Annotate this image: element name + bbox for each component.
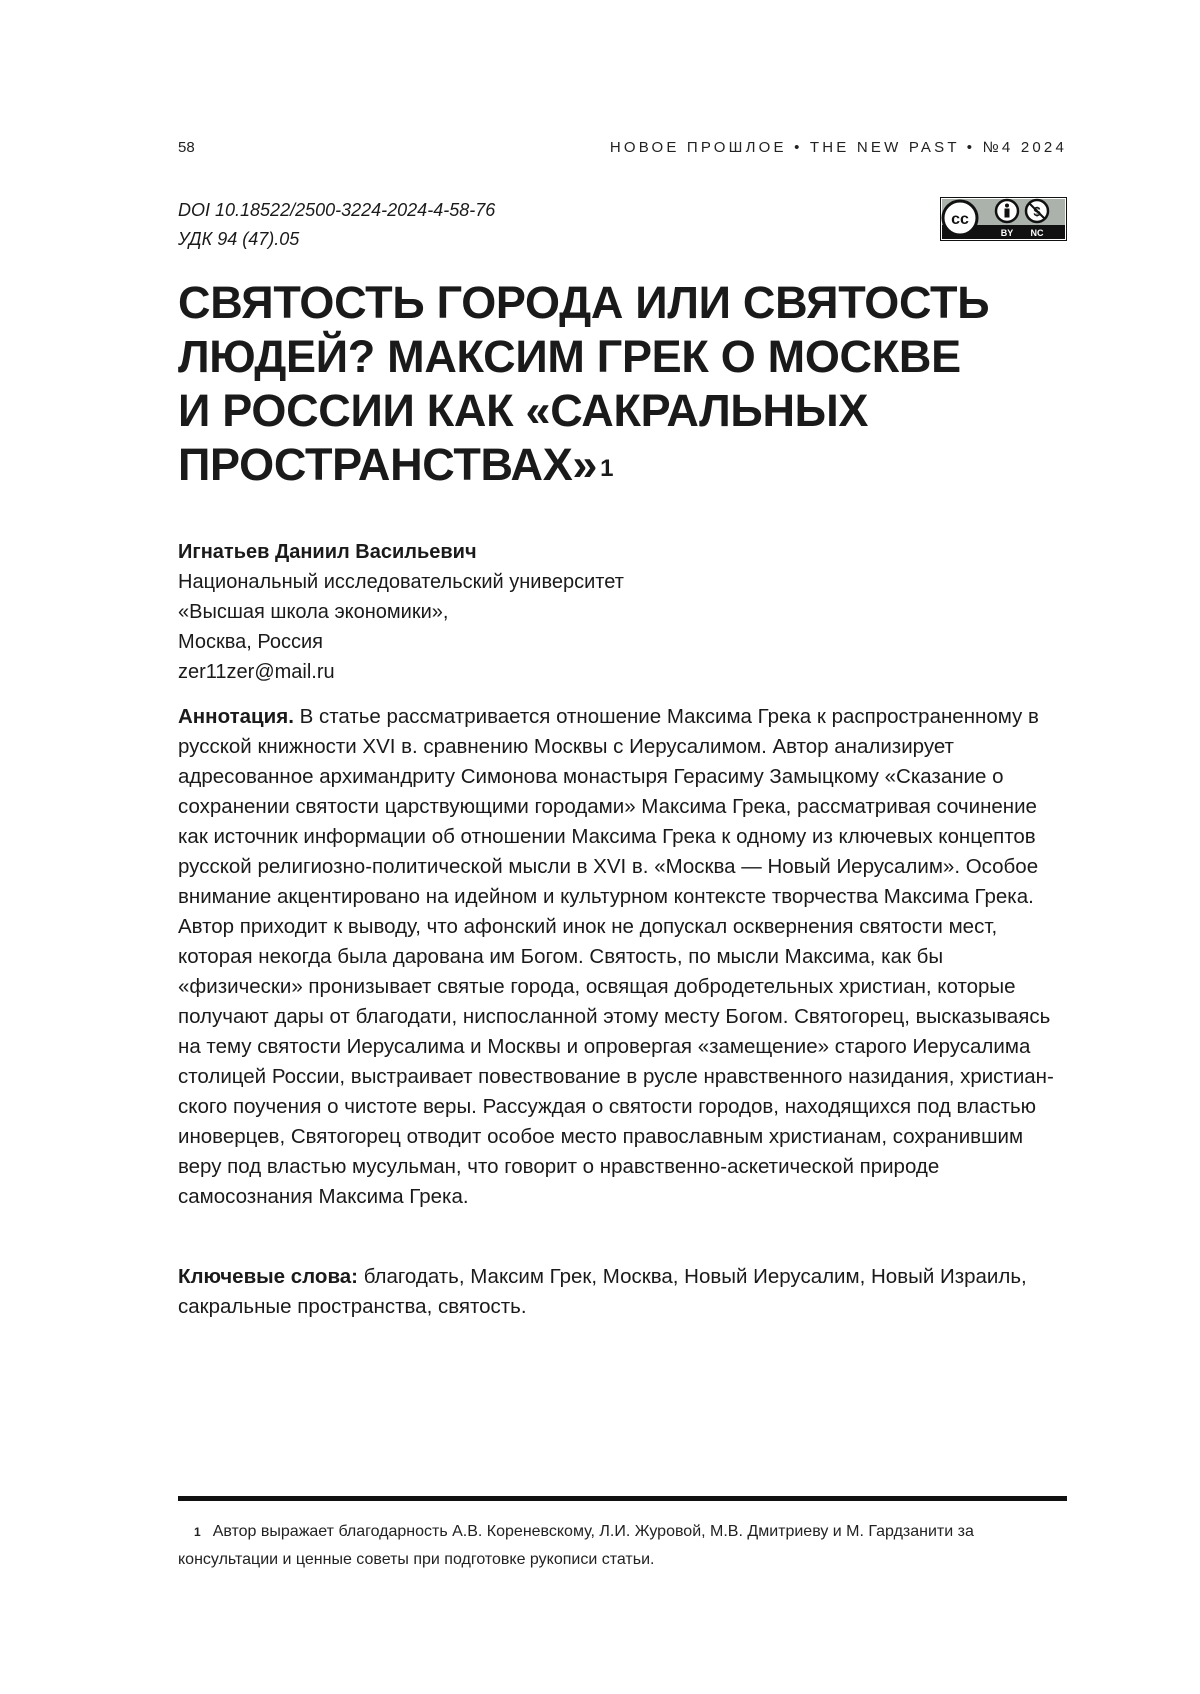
- footnote-divider: [178, 1496, 1067, 1501]
- abstract: [178, 702, 1068, 1212]
- title-line: ЛЮДЕЙ? МАКСИМ ГРЕК О МОСКВЕ: [178, 331, 961, 382]
- article-title: [178, 276, 1038, 492]
- svg-text:cc: cc: [951, 211, 969, 228]
- doi: DOI 10.18522/2500-3224-2024-4-58-76: [178, 196, 495, 225]
- article-meta: [178, 196, 495, 254]
- running-head: НОВОЕ ПРОШЛОЕ • THE NEW PAST • №4 2024: [610, 139, 1067, 156]
- footnote-mark: 1: [194, 1525, 201, 1539]
- keywords-text: благодать, Максим Грек, Москва, Новый Иерусалим, Новый Из­раиль, сакральные пространства, святость.: [178, 1265, 1027, 1318]
- title-footnote-ref[interactable]: 1: [600, 455, 613, 482]
- page-number: 58: [178, 139, 195, 156]
- abstract-text: В статье рассматривается отношение Максима Грека к распростра­ненному в русской книжности XVI в. сравнению Москвы с Иерусалимом. Автор анализирует адресованное архимандриту Симонова монастыря Герасиму Замыц­кому «Сказание о сохранении святости царствующими городами» Максима Грека, рассматривая сочинение как источник информации об отношении Максима Грека к одному из ключевых концептов русской религиозно-политической мысли в XVI в. «Москва — Новый Иерусалим». Особое внимание акцентировано на идейном и куль­турном контексте творчества Максима Грека. Автор приходит к выводу, что афон­ский инок не допускал осквернения святости мест, которая некогда была дарована им Богом. Святость, по мысли Максима, как бы «физически» пронизывает святые города, освящая добродетельных христиан, которые получают дары от благодати, ниспосланной этому месту Богом. Святогорец, высказываясь на тему святости Иерусалима и Москвы и опровергая «замещение» старого Иерусалима столицей России, выстраивает повествование в русле нравственного назидания, христиан­ского поучения о чистоте веры. Рассуждая о святости городов, находящихся под властью иноверцев, Святогорец отводит особое место православным христианам, сохранившим веру под властью мусульман, что говорит о нравственно-аскетиче­ской природе самосознания Максима Грека.: [178, 705, 1054, 1208]
- footnote-text: Автор выражает благодарность А.В. Кореневскому, Л.И. Журовой, М.В. Дмитриеву и М. Гардзанити за консультации и ценные советы при подготовке рукописи статьи.: [178, 1523, 974, 1568]
- author-city: Москва, Россия: [178, 627, 978, 657]
- abstract-label: Аннотация.: [178, 705, 294, 728]
- author-block: [178, 537, 978, 687]
- author-name: Игнатьев Даниил Васильевич: [178, 537, 978, 567]
- title-line: И РОССИИ КАК «САКРАЛЬНЫХ: [178, 385, 868, 436]
- footnote: [178, 1518, 1068, 1574]
- author-email[interactable]: zer11zer@mail.ru: [178, 657, 978, 687]
- cc-by-nc-icon: [940, 197, 1067, 241]
- cc-by-label: BY: [1001, 228, 1014, 238]
- keywords-label: Ключевые слова:: [178, 1265, 358, 1288]
- keywords: [178, 1262, 1068, 1322]
- author-affiliation: Национальный исследовательский университет: [178, 567, 978, 597]
- title-line: СВЯТОСТЬ ГОРОДА ИЛИ СВЯТОСТЬ: [178, 277, 989, 328]
- author-affiliation-cont: «Высшая школа экономики»,: [178, 597, 978, 627]
- cc-nc-label: NC: [1031, 228, 1044, 238]
- udk: УДК 94 (47).05: [178, 225, 495, 254]
- title-line: ПРОСТРАНСТВАХ»: [178, 439, 597, 490]
